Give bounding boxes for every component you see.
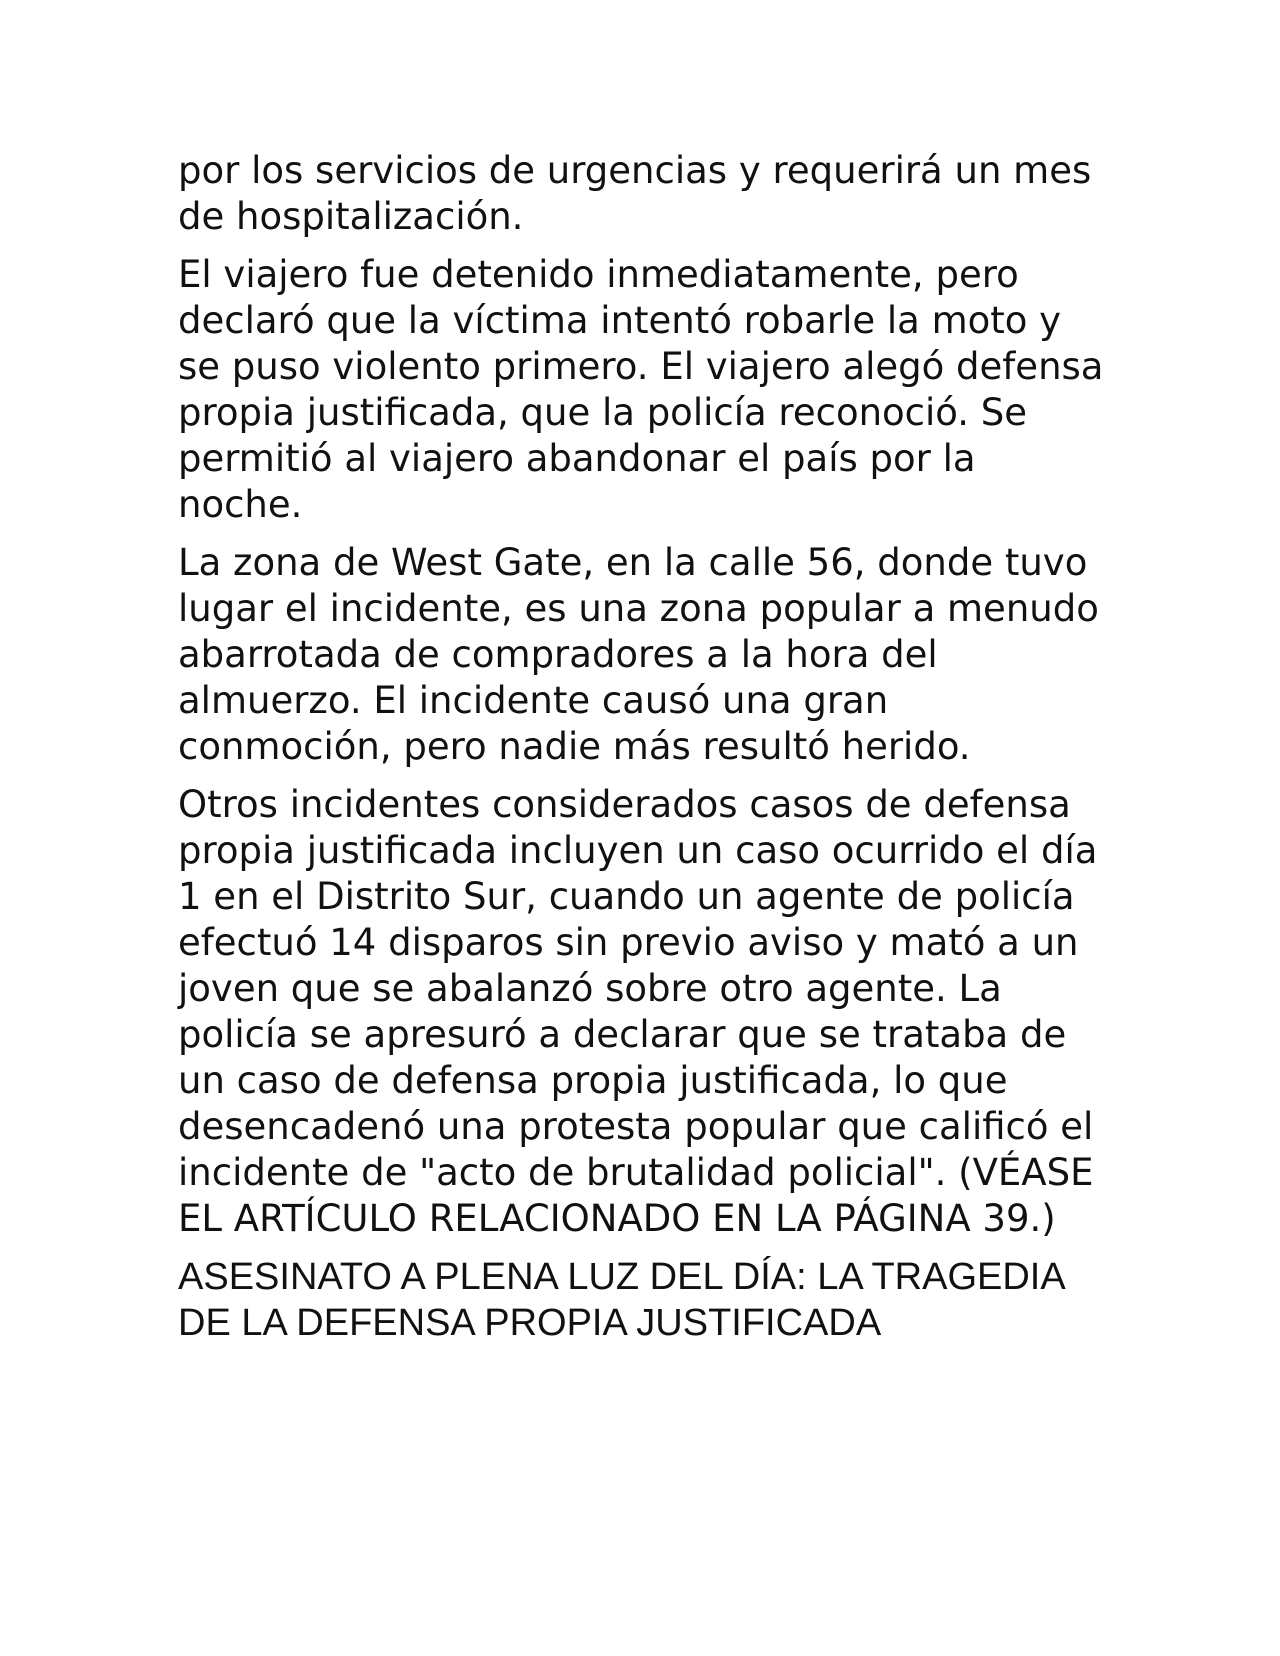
paragraph-traveler-detained: El viajero fue detenido inmediatamente, pero declaró que la víctima intentó robarle la moto y se puso violento primero. El viajero alegó defensa propia justificada, que la policía reconoció. Se permitió al viajero abandonar el país por la noche. <box>178 253 1104 526</box>
article-body <box>178 148 1108 1346</box>
paragraph-other-incidents: Otros incidentes considerados casos de defensa propia justificada incluyen un caso ocurrido el día 1 en el Distrito Sur, cuando un agente de policía efectuó 14 disparos sin previo aviso y mató a un joven que se abalanzó sobre otro agente. La policía se apresuró a declarar que se trataba de un caso de defensa propia justificada, lo que desencadenó una protesta popular que calificó el incidente de "acto de brutalidad policial". (VÉASE EL ARTÍCULO RELACIONADO EN LA PÁGINA 39.) <box>178 783 1098 1240</box>
article-headline: ASESINATO A PLENA LUZ DEL DÍA: LA TRAGEDIA DE LA DEFENSA PROPIA JUSTIFICADA <box>178 1256 1064 1344</box>
paragraph-hospitalization: por los servicios de urgencias y requerirá un mes de hospitalización. <box>178 149 1092 238</box>
paragraph-west-gate: La zona de West Gate, en la calle 56, donde tuvo lugar el incidente, es una zona popular a menudo abarrotada de compradores a la hora del almuerzo. El incidente causó una gran conmoción, pero nadie más resultó herido. <box>178 541 1099 768</box>
